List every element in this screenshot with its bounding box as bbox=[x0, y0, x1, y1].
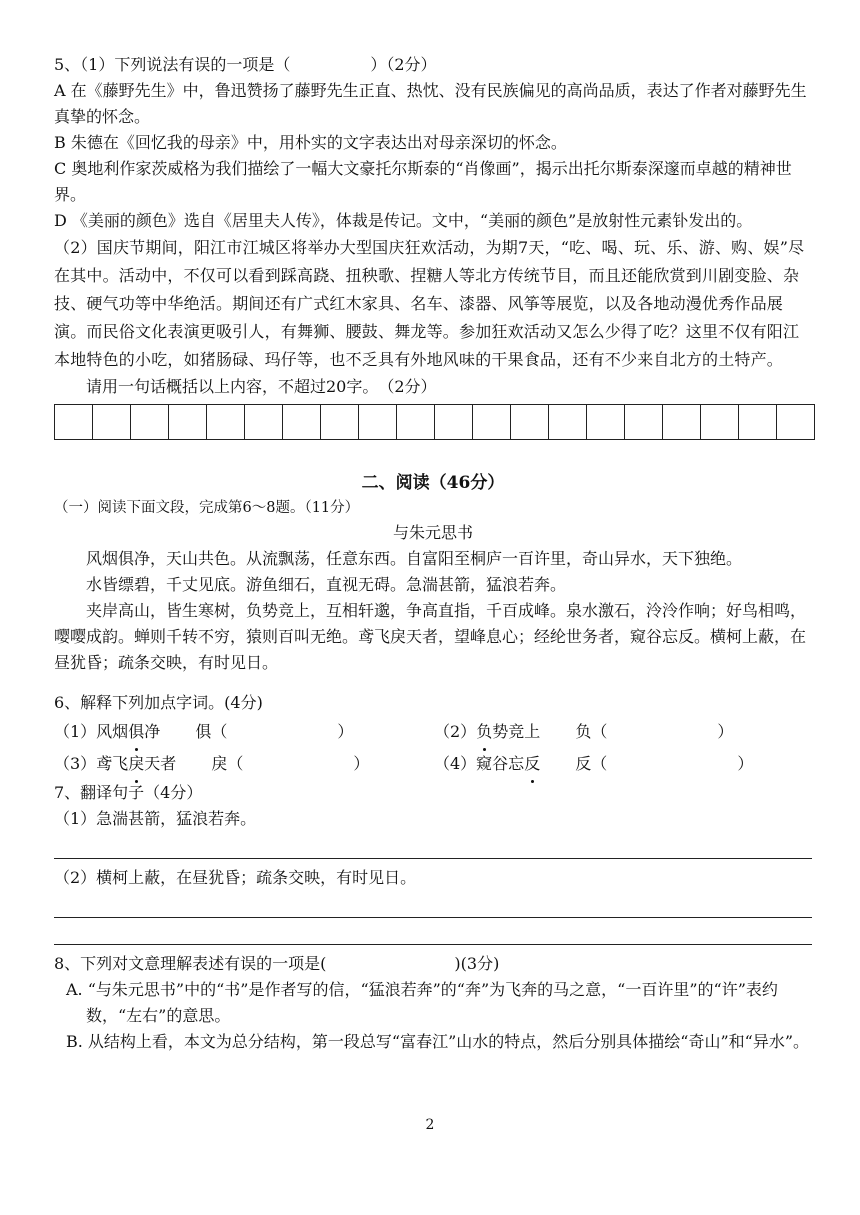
q7-answer-line-3[interactable] bbox=[54, 918, 812, 945]
q8-option-a: A. “与朱元思书”中的“书”是作者写的信，“猛浪若奔”的“奔”为飞奔的马之意，“一百许里”的“许”表约数，“左右”的意思。 bbox=[66, 980, 778, 1025]
q6-item-2-pre: （2） bbox=[434, 722, 477, 741]
answer-cell[interactable] bbox=[435, 405, 473, 439]
answer-cell[interactable] bbox=[93, 405, 131, 439]
answer-cell[interactable] bbox=[549, 405, 587, 439]
article-paragraph-1: 风烟俱净，天山共色。从流飘荡，任意东西。自富阳至桐庐一百许里，奇山异水，天下独绝。 bbox=[86, 549, 743, 568]
q6-item-3-char: 戾（ bbox=[211, 754, 244, 773]
q7-sentence-1: （1）急湍甚箭，猛浪若奔。 bbox=[54, 809, 257, 828]
answer-cell[interactable] bbox=[207, 405, 245, 439]
answer-cell[interactable] bbox=[663, 405, 701, 439]
q7-header: 7、翻译句子（4分） bbox=[54, 783, 203, 802]
q6-row-2 bbox=[54, 748, 812, 780]
q6-item-1-pre: （1）风烟 bbox=[54, 722, 129, 741]
answer-cell[interactable] bbox=[321, 405, 359, 439]
article-paragraph-3: 夹岸高山，皆生寒树，负势竞上，互相轩邈，争高直指，千百成峰。泉水激石，泠泠作响；好鸟相鸣，嘤嘤成韵。蝉则千转不穷，猿则百叫无绝。鸢飞戾天者，望峰息心；经纶世务者，窥谷忘反。横柯上蔽，在昼犹昏；疏条交映，有时见日。 bbox=[54, 601, 807, 672]
q7-answer-line-2[interactable] bbox=[54, 891, 812, 918]
q5-part2-passage: （2）国庆节期间，阳江市江城区将举办大型国庆狂欢活动，为期7天，“吃、喝、玩、乐、游、购、娱”尽在其中。活动中，不仅可以看到踩高跷、扭秧歌、捏糖人等北方传统节目，而且还能欣赏到川剧变脸、杂技、硬气功等中华绝活。期间还有广式红木家具、名车、漆器、风筝等展览，以及各地动漫优秀作品展演。而民俗文化表演更吸引人，有舞狮、腰鼓、舞龙等。参加狂欢活动又怎么少得了吃？这里不仅有阳江本地特色的小吃，如猪肠碌、玛仔等，也不乏具有外地风味的干果食品，还有不少来自北方的土特产。 bbox=[54, 238, 805, 369]
q6-item-3 bbox=[54, 748, 434, 780]
q6-item-1-post: 净 bbox=[144, 722, 161, 741]
question-6 bbox=[54, 690, 812, 780]
q6-item-3-dotted: 戾 bbox=[128, 748, 144, 780]
article-paragraph-2: 水皆缥碧，千丈见底。游鱼细石，直视无碍。急湍甚箭，猛浪若奔。 bbox=[86, 575, 567, 594]
q6-item-4-char: 反（ bbox=[575, 754, 608, 773]
q6-item-4 bbox=[434, 748, 753, 780]
answer-cell[interactable] bbox=[739, 405, 777, 439]
q5-option-b: B 朱德在《回忆我的母亲》中，用朴实的文字表达出对母亲深切的怀念。 bbox=[54, 133, 567, 152]
q6-item-4-close: ） bbox=[737, 754, 754, 773]
q6-item-3-pre: （3）鸢飞 bbox=[54, 754, 129, 773]
q6-item-2-post: 势竞上 bbox=[492, 722, 541, 741]
q7-sentence-2: （2）横柯上蔽，在昼犹昏；疏条交映，有时见日。 bbox=[54, 868, 417, 887]
answer-cell[interactable] bbox=[511, 405, 549, 439]
answer-cell[interactable] bbox=[701, 405, 739, 439]
q6-item-1-char: 俱（ bbox=[195, 722, 228, 741]
answer-cell[interactable] bbox=[777, 405, 814, 439]
q8-header: 8、下列对文意理解表述有误的一项是( )(3分) bbox=[54, 954, 500, 973]
article-title: 与朱元思书 bbox=[392, 523, 473, 542]
question-5 bbox=[54, 52, 812, 440]
q6-item-3-close: ） bbox=[353, 754, 370, 773]
answer-cell[interactable] bbox=[359, 405, 397, 439]
q5-header: 5、（1）下列说法有误的一项是（ ）（2分） bbox=[54, 55, 437, 74]
q5-option-a: A 在《藤野先生》中，鲁迅赞扬了藤野先生正直、热忱、没有民族偏见的高尚品质，表达了作者对藤野先生真挚的怀念。 bbox=[54, 81, 807, 126]
section-2-intro: （一）阅读下面文段，完成第6～8题。（11分） bbox=[54, 500, 360, 516]
question-7 bbox=[54, 780, 812, 945]
q6-item-1-dotted: 俱 bbox=[128, 716, 144, 748]
answer-cell[interactable] bbox=[169, 405, 207, 439]
question-8 bbox=[54, 951, 812, 1055]
exam-page bbox=[54, 52, 812, 1055]
q6-item-2-close: ） bbox=[717, 722, 734, 741]
q6-item-2 bbox=[434, 716, 733, 748]
q6-item-1 bbox=[54, 716, 434, 748]
q6-row-1 bbox=[54, 716, 812, 748]
q7-answer-line-1[interactable] bbox=[54, 832, 812, 859]
q6-header: 6、解释下列加点字词。(4分) bbox=[54, 693, 263, 712]
q6-item-1-close: ） bbox=[337, 722, 354, 741]
answer-cell[interactable] bbox=[131, 405, 169, 439]
section-2-title: 二、阅读（46分） bbox=[361, 473, 505, 493]
q6-item-4-dotted: 反 bbox=[524, 748, 540, 780]
answer-cell[interactable] bbox=[55, 405, 93, 439]
answer-cell[interactable] bbox=[245, 405, 283, 439]
answer-cell[interactable] bbox=[283, 405, 321, 439]
q6-item-3-post: 天者 bbox=[144, 754, 177, 773]
answer-cell[interactable] bbox=[587, 405, 625, 439]
q6-item-2-dotted: 负 bbox=[476, 716, 492, 748]
answer-grid-20[interactable] bbox=[54, 404, 815, 440]
q5-instruction: 请用一句话概括以上内容，不超过20字。 （2分） bbox=[86, 377, 437, 396]
q6-item-4-pre: （4）窥谷忘 bbox=[434, 754, 525, 773]
q8-option-b: B. 从结构上看，本文为总分结构，第一段总写“富春江”山水的特点，然后分别具体描绘“奇山”和“异水”。 bbox=[66, 1032, 810, 1051]
answer-cell[interactable] bbox=[473, 405, 511, 439]
q5-option-c: C 奥地利作家茨威格为我们描绘了一幅大文豪托尔斯泰的“肖像画”，揭示出托尔斯泰深邃而卓越的精神世界。 bbox=[54, 159, 792, 204]
q6-item-2-char: 负（ bbox=[575, 722, 608, 741]
answer-cell[interactable] bbox=[625, 405, 663, 439]
page-number: 2 bbox=[425, 1117, 435, 1133]
answer-cell[interactable] bbox=[397, 405, 435, 439]
q5-option-d: D 《美丽的颜色》选自《居里夫人传》，体裁是传记。文中，“美丽的颜色”是放射性元素钋发出的。 bbox=[54, 211, 753, 230]
